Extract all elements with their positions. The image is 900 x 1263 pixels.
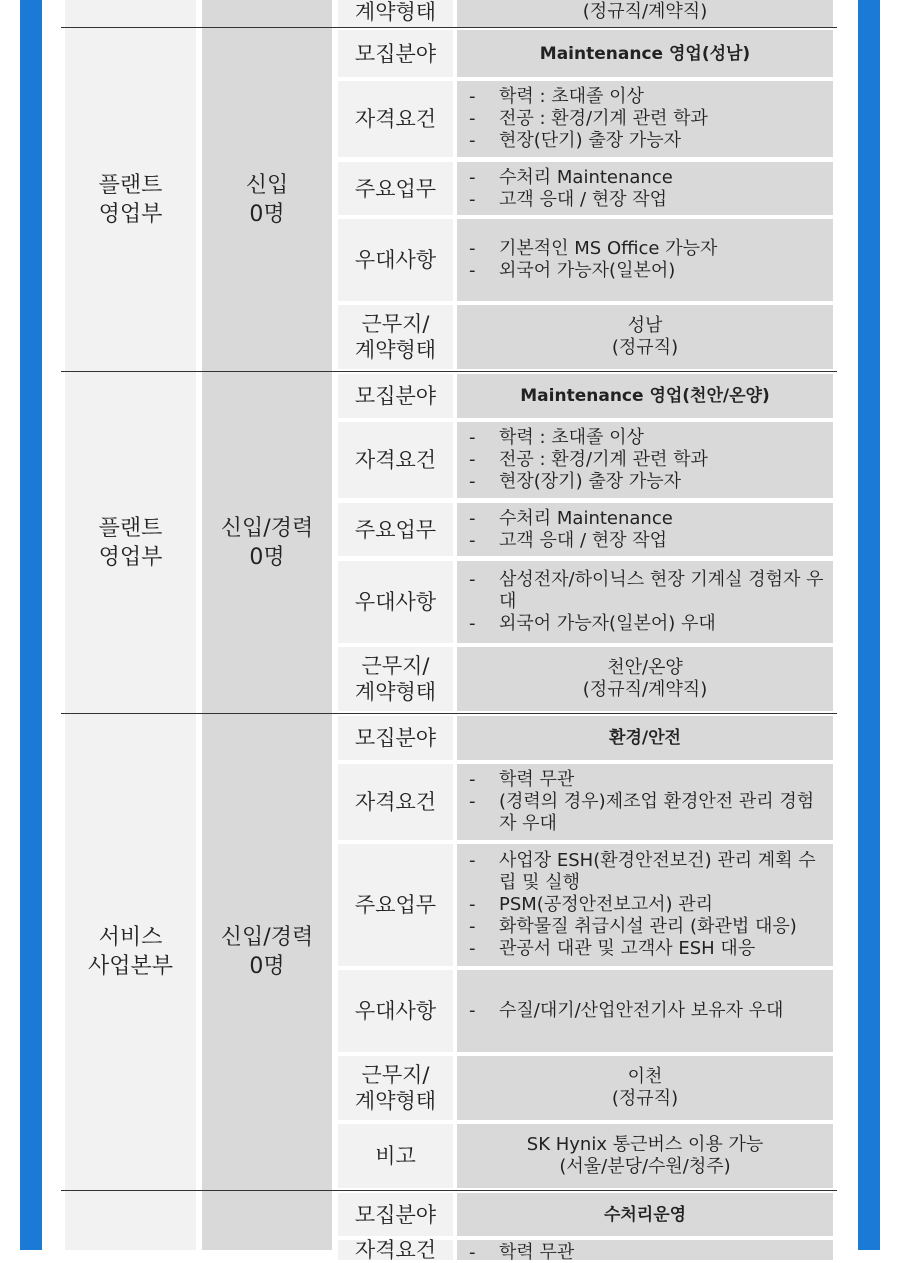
location-value (457, 0, 833, 27)
duty-label (338, 503, 453, 556)
qual-label-text: 자격요건 (354, 1238, 437, 1262)
pref-value (457, 970, 833, 1052)
dept-cell (65, 714, 196, 1190)
list-item: - (경력의 경우)제조업 환경안전 관리 경험자 우대 (469, 791, 825, 835)
loc-label (338, 647, 453, 711)
list-item: - 관공서 대관 및 고객사 ESH 대응 (469, 938, 825, 960)
qual-label (338, 1240, 453, 1260)
field-label-text: 모집분야 (354, 41, 437, 66)
qual-value (457, 1240, 833, 1260)
pref-label (338, 970, 453, 1052)
duty-value (457, 844, 833, 966)
hire-count: 신입/경력 0명 (220, 925, 314, 979)
field-label-text: 모집분야 (354, 384, 437, 408)
dept-name: 서비스 사업본부 (87, 925, 173, 979)
duty-value (457, 503, 833, 556)
list-item: - 학력 : 초대졸 이상 (469, 427, 825, 449)
field-label-text: 모집분야 (354, 726, 437, 750)
field-value-text: Maintenance 영업(천안/온양) (520, 386, 770, 406)
loc-value (457, 1056, 833, 1120)
list-item: - 학력 무관 (469, 1242, 825, 1260)
loc-value-text: 성남 (정규직) (611, 315, 679, 358)
field-label (338, 30, 453, 77)
location-label (338, 0, 453, 27)
hire-cell (202, 714, 332, 1190)
location-value-text: (정규직/계약직) (582, 1, 708, 22)
list-item: - 화학물질 취급시설 관리 (화관법 대응) (469, 916, 825, 938)
dept-cell (65, 1191, 196, 1250)
duty-list (457, 508, 833, 552)
pref-list (457, 238, 833, 282)
duty-list (457, 850, 833, 960)
qual-value (457, 764, 833, 840)
pref-value (457, 219, 833, 301)
field-value (457, 1193, 833, 1236)
dept-cell (65, 0, 196, 27)
pref-label-text: 우대사항 (354, 999, 437, 1023)
note-value-text: SK Hynix 통근버스 이용 가능 (서울/분당/수원/청주) (526, 1134, 764, 1177)
field-label-text: 모집분야 (354, 1202, 437, 1227)
dept-name: 플랜트 영업부 (98, 515, 163, 570)
dept-cell (65, 372, 196, 713)
list-item: - 수처리 Maintenance (469, 167, 825, 189)
duty-label (338, 844, 453, 966)
pref-label-text: 우대사항 (354, 248, 437, 272)
qual-label (338, 764, 453, 840)
loc-label (338, 1056, 453, 1120)
qual-label-text: 자격요건 (354, 790, 437, 814)
list-item: - 사업장 ESH(환경안전보건) 관리 계획 수립 및 실행 (469, 850, 825, 894)
hire-cell (202, 372, 332, 713)
qual-label-text: 자격요건 (354, 448, 437, 472)
list-item: - 전공 : 환경/기계 관련 학과 (469, 449, 825, 471)
field-value-text: 수처리운영 (603, 1204, 687, 1225)
pref-label (338, 561, 453, 643)
pref-list (457, 1000, 833, 1022)
hire-count: 신입 0명 (245, 172, 289, 227)
loc-value (457, 647, 833, 711)
loc-value-text: 이천 (정규직) (611, 1066, 679, 1109)
dept-name: 플랜트 영업부 (98, 172, 163, 227)
pref-label-text: 우대사항 (354, 590, 437, 614)
qual-value (457, 81, 833, 157)
qual-label-text: 자격요건 (354, 107, 437, 131)
field-value-text: 환경/안전 (609, 728, 681, 748)
note-label-text: 비고 (375, 1144, 416, 1168)
dept-cell (65, 28, 196, 371)
loc-value (457, 305, 833, 369)
list-item: - 외국어 가능자(일본어) 우대 (469, 613, 825, 635)
qual-label (338, 422, 453, 498)
qual-list (457, 1242, 833, 1260)
hire-count: 신입/경력 0명 (220, 515, 314, 570)
duty-value (457, 162, 833, 215)
hire-cell (202, 28, 332, 371)
loc-label-text: 근무지/ 계약형태 (354, 654, 437, 704)
note-value (457, 1124, 833, 1188)
qual-list (457, 86, 833, 152)
list-item: - 고객 응대 / 현장 작업 (469, 189, 825, 211)
hire-cell (202, 1191, 332, 1250)
list-item: - 수질/대기/산업안전기사 보유자 우대 (469, 1000, 825, 1022)
list-item: - 외국어 가능자(일본어) (469, 260, 825, 282)
field-value (457, 716, 833, 760)
list-item: - 현장(장기) 출장 가능자 (469, 471, 825, 493)
loc-label (338, 305, 453, 369)
list-item: - PSM(공정안전보고서) 관리 (469, 894, 825, 916)
list-item: - 기본적인 MS Office 가능자 (469, 238, 825, 260)
list-item: - 수처리 Maintenance (469, 508, 825, 530)
duty-label-text: 주요업무 (354, 176, 437, 201)
field-value-text: Maintenance 영업(성남) (539, 43, 751, 64)
field-value (457, 30, 833, 77)
list-item: - 삼성전자/하이닉스 현장 기계실 경험자 우대 (469, 569, 825, 613)
pref-value (457, 561, 833, 643)
qual-list (457, 769, 833, 835)
list-item: - 학력 : 초대졸 이상 (469, 86, 825, 108)
loc-value-text: 천안/온양 (정규직/계약직) (582, 657, 708, 700)
field-value (457, 374, 833, 418)
pref-list (457, 569, 833, 635)
duty-list (457, 167, 833, 211)
duty-label-text: 주요업무 (354, 517, 437, 542)
note-label (338, 1124, 453, 1188)
qual-label (338, 81, 453, 157)
field-label (338, 1193, 453, 1236)
duty-label (338, 162, 453, 215)
qual-list (457, 427, 833, 493)
location-label-text: 계약형태 (354, 0, 437, 24)
loc-label-text: 근무지/ 계약형태 (354, 312, 437, 362)
list-item: - 학력 무관 (469, 769, 825, 791)
field-label (338, 716, 453, 760)
list-item: - 고객 응대 / 현장 작업 (469, 530, 825, 552)
loc-label-text: 근무지/ 계약형태 (354, 1063, 437, 1113)
list-item: - 현장(단기) 출장 가능자 (469, 130, 825, 152)
qual-value (457, 422, 833, 498)
left-accent-bar (20, 0, 42, 1250)
list-item: - 전공 : 환경/기계 관련 학과 (469, 108, 825, 130)
right-accent-bar (858, 0, 880, 1250)
field-label (338, 374, 453, 418)
hire-cell (202, 0, 332, 27)
pref-label (338, 219, 453, 301)
duty-label-text: 주요업무 (354, 893, 437, 917)
